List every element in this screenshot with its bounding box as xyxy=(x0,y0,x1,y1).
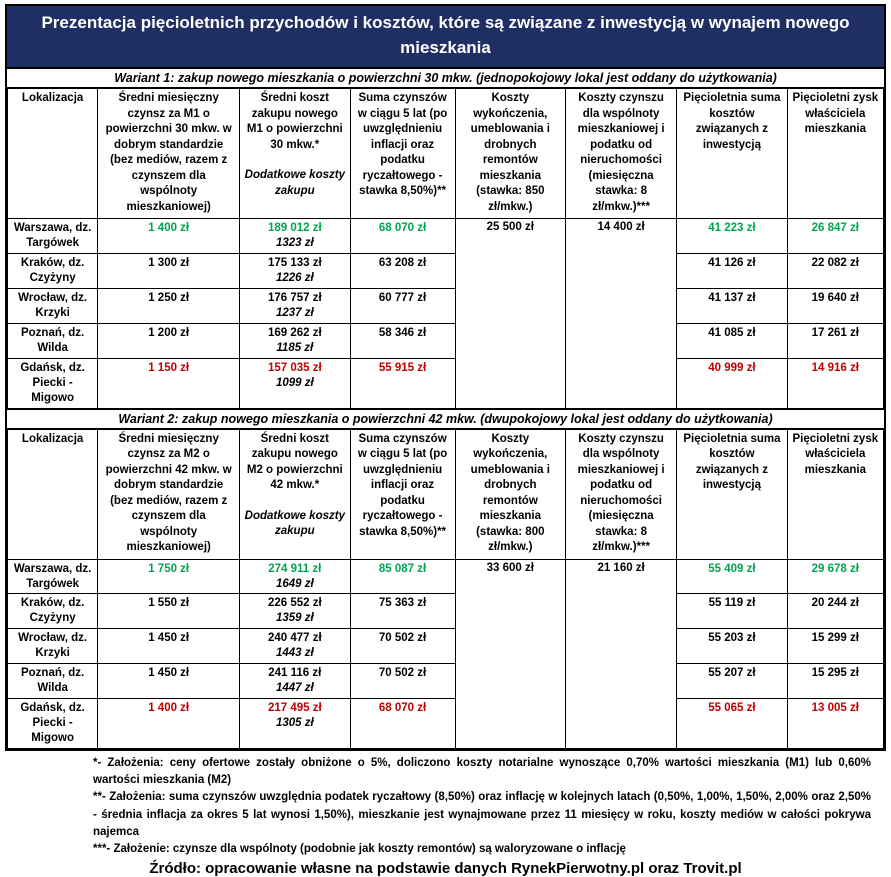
monthly-rent-cell: 1 150 zł xyxy=(98,358,240,408)
rent-sum-cell: 68 070 zł xyxy=(350,219,455,254)
total-costs-cell: 55 119 zł xyxy=(677,594,787,629)
column-header-row xyxy=(8,89,884,219)
purchase-cost-cell xyxy=(240,629,350,664)
rent-sum-cell: 68 070 zł xyxy=(350,699,455,749)
column-header-total-costs: Pięcioletnia suma kosztów związanych z inwestycją xyxy=(677,89,787,219)
additional-purchase-cost-value: 1443 zł xyxy=(275,647,314,660)
profit-cell: 17 261 zł xyxy=(787,323,883,358)
total-costs-cell: 41 137 zł xyxy=(677,289,787,324)
additional-purchase-cost-value: 1359 zł xyxy=(275,612,314,625)
monthly-rent-cell: 1 750 zł xyxy=(98,559,240,594)
column-header-rent-sum: Suma czynszów w ciągu 5 lat (po uwzględnieniu inflacji oraz podatku ryczałtowego - stawka 8,50%)** xyxy=(350,89,455,219)
purchase-cost-value: 169 262 zł xyxy=(267,326,322,339)
table-row xyxy=(8,219,884,254)
additional-purchase-cost-value: 1447 zł xyxy=(275,682,314,695)
total-costs-cell: 55 203 zł xyxy=(677,629,787,664)
footnote-2: **- Założenia: suma czynszów uwzględnia podatek ryczałtowy (8,50%) oraz inflację w kolejnych latach (0,50%, 1,00%, 1,50%, 2,00% oraz 2,50% - średnia inflacja za okres 5 lat wynosi 1,50%), mieszkanie jest wynajmowane przez 11 miesięcy w roku, koszty mediów w całości pokrywa najemca xyxy=(93,791,871,838)
column-header-finishing-costs: Koszty wykończenia, umeblowania i drobnych remontów mieszkania (stawka: 800 zł/mkw.) xyxy=(455,429,565,559)
source-line: Źródło: opracowanie własne na podstawie danych RynekPierwotny.pl oraz Trovit.pl xyxy=(149,860,742,877)
total-costs-cell: 55 065 zł xyxy=(677,699,787,749)
column-header-location: Lokalizacja xyxy=(8,89,98,219)
profit-cell: 26 847 zł xyxy=(787,219,883,254)
purchase-cost-cell xyxy=(240,323,350,358)
column-header-profit: Pięcioletni zysk właściciela mieszkania xyxy=(787,429,883,559)
purchase-cost-value: 226 552 zł xyxy=(267,597,322,610)
purchase-cost-cell xyxy=(240,219,350,254)
footnote-3: ***- Założenie: czynsze dla wspólnoty (podobnie jak koszty remontów) są waloryzowane o inflację xyxy=(93,843,626,856)
variant-2-header: Wariant 2: zakup nowego mieszkania o powierzchni 42 mkw. (dwupokojowy lokal jest oddany do użytkowania) xyxy=(7,409,884,429)
column-header-purchase-cost-main: Średni koszt zakupu nowego M2 o powierzchni 42 mkw.* xyxy=(246,432,343,492)
purchase-cost-value: 189 012 zł xyxy=(267,222,322,235)
purchase-cost-value: 241 116 zł xyxy=(268,667,322,680)
total-costs-cell: 40 999 zł xyxy=(677,358,787,408)
column-header-community-costs: Koszty czynszu dla wspólnoty mieszkaniowej i podatku od nieruchomości (miesięczna stawka: 8 zł/mkw.)*** xyxy=(565,89,676,219)
profit-cell: 14 916 zł xyxy=(787,358,883,408)
variant-1-table xyxy=(7,88,884,408)
variant-1-section xyxy=(7,69,884,408)
total-costs-cell: 41 223 zł xyxy=(677,219,787,254)
finishing-costs-cell: 25 500 zł xyxy=(455,219,565,408)
rent-sum-cell: 85 087 zł xyxy=(350,559,455,594)
column-header-community-costs: Koszty czynszu dla wspólnoty mieszkaniowej i podatku od nieruchomości (miesięczna stawka: 8 zł/mkw.)*** xyxy=(565,429,676,559)
purchase-cost-cell xyxy=(240,559,350,594)
profit-cell: 13 005 zł xyxy=(787,699,883,749)
purchase-cost-value: 175 133 zł xyxy=(267,257,322,270)
additional-purchase-cost-value: 1323 zł xyxy=(275,237,314,250)
profit-cell: 29 678 zł xyxy=(787,559,883,594)
purchase-cost-value: 240 477 zł xyxy=(267,632,322,645)
purchase-cost-cell xyxy=(240,289,350,324)
variant-2-section xyxy=(7,409,884,749)
rent-sum-cell: 70 502 zł xyxy=(350,664,455,699)
location-cell: Wrocław, dz. Krzyki xyxy=(8,289,98,324)
column-header-row xyxy=(8,429,884,559)
additional-purchase-cost-value: 1305 zł xyxy=(275,717,314,730)
table-row xyxy=(8,323,884,358)
location-cell: Kraków, dz. Czyżyny xyxy=(8,254,98,289)
location-cell: Wrocław, dz. Krzyki xyxy=(8,629,98,664)
table-row xyxy=(8,289,884,324)
page-title: Prezentacja pięcioletnich przychodów i kosztów, które są związane z inwestycją w wynajem nowego mieszkania xyxy=(7,6,884,69)
location-cell: Poznań, dz. Wilda xyxy=(8,323,98,358)
profit-cell: 22 082 zł xyxy=(787,254,883,289)
location-cell: Warszawa, dz. Targówek xyxy=(8,219,98,254)
total-costs-cell: 41 085 zł xyxy=(677,323,787,358)
total-costs-cell: 55 409 zł xyxy=(677,559,787,594)
purchase-cost-value: 157 035 zł xyxy=(267,361,322,374)
purchase-cost-cell xyxy=(240,664,350,699)
rent-sum-cell: 60 777 zł xyxy=(350,289,455,324)
community-costs-cell: 14 400 zł xyxy=(565,219,676,408)
rent-sum-cell: 58 346 zł xyxy=(350,323,455,358)
additional-purchase-cost-value: 1226 zł xyxy=(275,272,314,285)
monthly-rent-cell: 1 300 zł xyxy=(98,254,240,289)
column-header-total-costs: Pięcioletnia suma kosztów związanych z inwestycją xyxy=(677,429,787,559)
table-row xyxy=(8,559,884,594)
column-header-purchase-cost-sub: Dodatkowe koszty zakupu xyxy=(244,509,345,538)
column-header-purchase-cost xyxy=(240,429,350,559)
community-costs-cell: 21 160 zł xyxy=(565,559,676,748)
additional-purchase-cost-value: 1185 zł xyxy=(276,341,314,354)
monthly-rent-cell: 1 450 zł xyxy=(98,629,240,664)
location-cell: Poznań, dz. Wilda xyxy=(8,664,98,699)
purchase-cost-cell xyxy=(240,254,350,289)
profit-cell: 15 295 zł xyxy=(787,664,883,699)
table-row xyxy=(8,254,884,289)
column-header-finishing-costs: Koszty wykończenia, umeblowania i drobnych remontów mieszkania (stawka: 850 zł/mkw.) xyxy=(455,89,565,219)
column-header-purchase-cost-main: Średni koszt zakupu nowego M1 o powierzchni 30 mkw.* xyxy=(246,92,343,151)
table-row xyxy=(8,594,884,629)
column-header-purchase-cost-sub: Dodatkowe koszty zakupu xyxy=(244,169,345,197)
location-cell: Kraków, dz. Czyżyny xyxy=(8,594,98,629)
variant-1-header: Wariant 1: zakup nowego mieszkania o powierzchni 30 mkw. (jednopokojowy lokal jest oddany do użytkowania) xyxy=(7,69,884,88)
purchase-cost-value: 274 911 zł xyxy=(268,562,322,575)
total-costs-cell: 41 126 zł xyxy=(677,254,787,289)
purchase-cost-cell xyxy=(240,594,350,629)
table-row xyxy=(8,699,884,749)
additional-purchase-cost-value: 1649 zł xyxy=(275,577,314,590)
location-cell: Gdańsk, dz. Piecki - Migowo xyxy=(8,699,98,749)
monthly-rent-cell: 1 250 zł xyxy=(98,289,240,324)
column-header-location: Lokalizacja xyxy=(8,429,98,559)
purchase-cost-value: 217 495 zł xyxy=(267,702,322,715)
monthly-rent-cell: 1 400 zł xyxy=(98,699,240,749)
column-header-profit: Pięcioletni zysk właściciela mieszkania xyxy=(787,89,883,219)
profit-cell: 15 299 zł xyxy=(787,629,883,664)
rent-sum-cell: 55 915 zł xyxy=(350,358,455,408)
rent-sum-cell: 75 363 zł xyxy=(350,594,455,629)
finishing-costs-cell: 33 600 zł xyxy=(455,559,565,748)
purchase-cost-cell xyxy=(240,699,350,749)
report-frame xyxy=(5,4,886,751)
column-header-purchase-cost xyxy=(240,89,350,219)
purchase-cost-value: 176 757 zł xyxy=(267,292,322,305)
rent-sum-cell: 63 208 zł xyxy=(350,254,455,289)
rent-sum-cell: 70 502 zł xyxy=(350,629,455,664)
monthly-rent-cell: 1 450 zł xyxy=(98,664,240,699)
footnotes xyxy=(93,755,871,859)
column-header-rent-sum: Suma czynszów w ciągu 5 lat (po uwzględnieniu inflacji oraz podatku ryczałtowego - stawka 8,50%)** xyxy=(350,429,455,559)
monthly-rent-cell: 1 400 zł xyxy=(98,219,240,254)
table-row xyxy=(8,664,884,699)
monthly-rent-cell: 1 550 zł xyxy=(98,594,240,629)
monthly-rent-cell: 1 200 zł xyxy=(98,323,240,358)
additional-purchase-cost-value: 1099 zł xyxy=(275,376,314,389)
profit-cell: 20 244 zł xyxy=(787,594,883,629)
table-row xyxy=(8,358,884,408)
column-header-monthly-rent: Średni miesięczny czynsz za M2 o powierzchni 42 mkw. w dobrym standardzie (bez mediów, razem z czynszem dla wspólnoty mieszkaniowej) xyxy=(98,429,240,559)
additional-purchase-cost-value: 1237 zł xyxy=(275,306,314,319)
location-cell: Warszawa, dz. Targówek xyxy=(8,559,98,594)
variant-2-table xyxy=(7,429,884,749)
column-header-monthly-rent: Średni miesięczny czynsz za M1 o powierzchni 30 mkw. w dobrym standardzie (bez mediów, razem z czynszem dla wspólnoty mieszkaniowej) xyxy=(98,89,240,219)
profit-cell: 19 640 zł xyxy=(787,289,883,324)
table-row xyxy=(8,629,884,664)
total-costs-cell: 55 207 zł xyxy=(677,664,787,699)
purchase-cost-cell xyxy=(240,358,350,408)
location-cell: Gdańsk, dz. Piecki - Migowo xyxy=(8,358,98,408)
footnote-1: *- Założenia: ceny ofertowe zostały obniżone o 5%, doliczono koszty notarialne wynoszące 0,70% wartości mieszkania (M1) lub 0,60% wartości mieszkania (M2) xyxy=(93,756,871,787)
